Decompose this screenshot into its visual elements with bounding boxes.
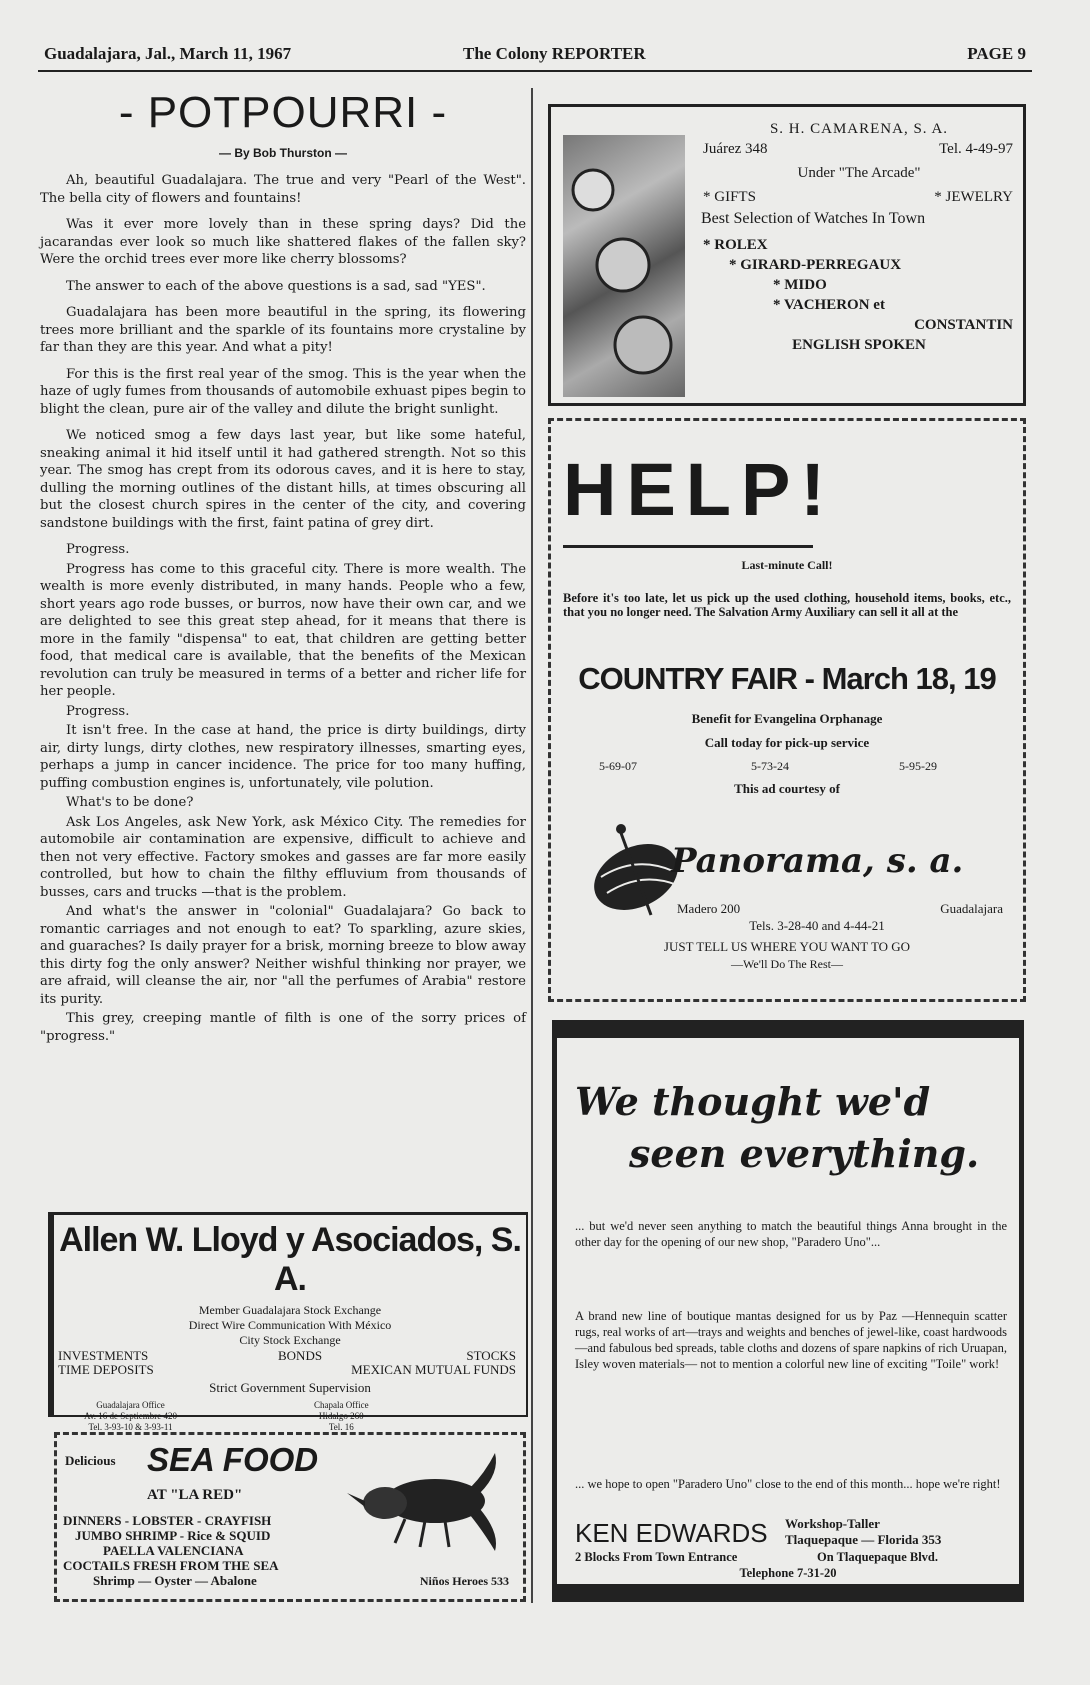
panorama-rest: —We'll Do The Rest— [731,957,843,971]
column-rule [531,88,533,1603]
ken-blocks: 2 Blocks From Town Entrance [575,1550,738,1564]
ken-name: KEN EDWARDS [575,1518,768,1548]
camarena-arcade: Under "The Arcade" [797,165,921,181]
ken-boulevard: On Tlaquepaque Blvd. [817,1550,939,1564]
article-paragraph: Progress has come to this graceful city. There is more wealth. The wealth is more evenly distributed, in many hands. People who a few, short years ago rode busses, or burros, now have their own car, and we are delighted to see this great step ahead, for it means that there is more in the family "dispensa" to eat, that children are getting better food, that medical care is available, that the benefits of the Mexican revolution can truly be measured in terms of a better and richer life for her people. [40,561,526,699]
lloyd-line3: City Stock Exchange [239,1333,341,1347]
ken-headline [575,1076,979,1180]
camarena-gifts: * GIFTS [703,189,756,205]
ken-headline-line2: seen everything. [629,1131,980,1176]
article-byline: — By Bob Thurston — [219,146,347,160]
watch-image [563,135,685,397]
help-call: Call today for pick-up service [704,735,870,750]
camarena-brand-rolex: * ROLEX [703,237,768,253]
lloyd-name: Allen W. Lloyd y Asociados, S. A. [59,1221,521,1298]
lloyd-mutual-funds: MEXICAN MUTUAL FUNDS [351,1362,516,1377]
ad-ken-edwards [552,1020,1024,1602]
panorama-logo: Panorama, s. a. [671,841,964,881]
article-paragraph: It isn't free. In the case at hand, the price is dirty buildings, dirty air, dirty lungs, dirty clothes, new respiratory illnesses, smarting eyes, perhaps a jump in cancer incidence. The price for too many huffing, puffing combustion engines is, unfortunately, vile polution. [40,723,526,791]
ken-phone: Telephone 7-31-20 [739,1566,837,1580]
ad-allen-lloyd [48,1212,528,1432]
header-date: Guadalajara, Jal., March 11, 1967 [44,44,292,63]
lloyd-time-deposits: TIME DEPOSITS [58,1362,154,1377]
menu-line: PAELLA VALENCIANA [103,1543,244,1558]
office-line: Av. 16 de Septiembre 420 [84,1411,177,1421]
article-paragraph: Ah, beautiful Guadalajara. The true and very "Pearl of the West". The bella city of flowers and fountains! [40,173,526,206]
seafood-at-la-red: AT "LA RED" [147,1487,243,1503]
article-paragraph: Ask Los Angeles, ask New York, ask México City. The remedies for automobile air contamination are expensive, difficult to achieve and then not very effective. Factory smokes and gasses are far more easily controlled, but how to chain the filthy effluvium from thousands of busses, cars and trucks —that is the problem. [40,814,526,900]
office-line: Tel. 3-93-10 & 3-93-11 [88,1422,173,1432]
camarena-brand-girard: * GIRARD-PERREGAUX [729,257,902,273]
camarena-brand-vacheron: * VACHERON et [773,297,885,313]
camarena-name: S. H. CAMARENA, S. A. [769,121,949,137]
help-underline [563,545,813,548]
camarena-jewelry: * JEWELRY [934,189,1013,205]
help-title: HELP! [563,448,835,531]
menu-line: Shrimp — Oyster — Abalone [93,1573,257,1588]
office-line: Tel. 16 [328,1422,354,1432]
lobster-icon [345,1443,505,1558]
seafood-address: Niños Heroes 533 [419,1574,509,1588]
help-body: Before it's too late, let us pick up the used clothing, household items, books, etc., that you no longer need. The Salvation Army Auxiliary can sell it all at the [563,591,1011,619]
ad-help [548,418,1026,1002]
ken-paragraph-2: A brand new line of boutique mantas designed for us by Paz —Hennequin scatter rugs, real works of art—trays and weights and benches of jewel-like, coast hardwoods —and fabulous bed spreads, table cloths and dozens of spare napkins of rich Uruapan, Isley woven materials— not to mention a colorful new line of exciting "Toile" work! [575,1309,1007,1371]
panorama-address: Madero 200 [677,901,741,916]
lloyd-line1: Member Guadalajara Stock Exchange [198,1303,382,1317]
help-courtesy: This ad courtesy of [734,781,840,796]
article-paragraph: This grey, creeping mantle of filth is one of the sorry prices of "progress." [40,1011,526,1044]
help-phone-3: 5-95-29 [899,759,937,773]
office-line: Chapala Office [314,1400,369,1410]
lloyd-services [54,1348,526,1378]
page-header [38,40,1032,72]
office-line: Hidalgo 260 [318,1411,364,1421]
ken-workshop: Workshop-Taller [785,1516,880,1531]
lloyd-line2: Direct Wire Communication With México [188,1318,392,1332]
camarena-english: ENGLISH SPOKEN [792,337,926,353]
seafood-delicious: Delicious [65,1453,116,1468]
watch-icon [563,135,685,397]
camarena-street: Juárez 348 [703,141,768,157]
camarena-tel: Tel. 4-49-97 [939,141,1013,157]
article-paragraph: For this is the first real year of the smog. This is the year when the haze of ugly fumes from thousands of automobile exhuast pipes begin to blight the clean, pure air of the valley and dilute the bright sunlight. [40,366,526,417]
article-paragraph: Was it ever more lovely than in these spring days? Did the jacarandas ever look so much like shattered flakes of the fallen sky? Were the orchid trees ever more like cherry blossoms? [40,217,526,267]
help-phone-1: 5-69-07 [599,759,637,773]
article-paragraph: The answer to each of the above questions is a sad, sad "YES". [66,278,486,294]
seafood-menu [63,1513,279,1588]
help-country-fair: COUNTRY FAIR - March 18, 19 [578,661,996,696]
lloyd-guadalajara-office [84,1400,177,1433]
panorama-city: Guadalajara [940,901,1003,916]
article-paragraph: What's to be done? [66,795,194,810]
ken-paragraph-3: ... we hope to open "Paradero Uno" close to the end of this month... hope we're right! [575,1477,1001,1491]
ad-seafood [54,1432,526,1602]
seafood-title: SEA FOOD [147,1441,319,1478]
lloyd-stocks: STOCKS [466,1348,516,1363]
ad-camarena [548,104,1026,406]
camarena-brand-constantin: CONSTANTIN [914,317,1013,333]
ken-paragraph-1: ... but we'd never seen anything to match the beautiful things Anna brought in the other day for the opening of our new shop, "Paradero Uno"... [575,1219,1007,1249]
lloyd-investments: INVESTMENTS [58,1348,149,1363]
menu-line: DINNERS - LOBSTER - CRAYFISH [63,1513,272,1528]
article-paragraph: Progress. [66,703,130,719]
lloyd-supervision: Strict Government Supervision [209,1380,371,1395]
article-paragraph: Guadalajara has been more beautiful in the spring, its flowering trees more brilliant and the sparkle of its fountains more crystaline by far than they are this year. And what a pity! [40,305,526,355]
help-last-minute: Last-minute Call! [741,558,833,572]
lloyd-chapala-office [314,1400,369,1433]
article-title: - POTPOURRI - [118,88,448,137]
camarena-brand-mido: * MIDO [773,277,827,293]
lloyd-bonds: BONDS [278,1348,323,1363]
header-page-number: PAGE 9 [967,44,1026,63]
panorama-tagline: JUST TELL US WHERE YOU WANT TO GO [663,939,911,954]
camarena-best: Best Selection of Watches In Town [701,210,926,227]
panorama-tels: Tels. 3-28-40 and 4-44-21 [749,918,885,933]
article-paragraph: And what's the answer in "colonial" Guadalajara? Go back to romantic carriages and not enough to eat? To sparkling, azure skies, and guaraches? Is daily prayer for a brisk, morning breeze to blow away this dirty fog the only answer? Neither wishful thinking nor prayer, we are afraid, will cleanse the air, nor "all the perfumes of Arabia" restore its purity. [40,904,526,1007]
help-benefit: Benefit for Evangelina Orphanage [691,711,883,726]
article-paragraph: Progress. [66,542,130,557]
ken-headline-line1: We thought we'd [575,1079,931,1124]
header-paper-name: The Colony REPORTER [463,44,646,63]
article-potpourri [40,88,526,1047]
office-line: Guadalajara Office [96,1400,165,1410]
article-paragraph: We noticed smog a few days last year, but like some hateful, sneaking animal it hid itself until it had gathered strength. Not so this year. The smog has crept from its odorous caves, and it is here to stay, dulling the morning outlines of the distant hills, at times obscuring all but the closest church spires in the center of the city, and covering sandstone buildings with the first, faint patina of grey dirt. [40,428,526,531]
help-phone-2: 5-73-24 [751,759,789,773]
ken-tlaquepaque: Tlaquepaque — Florida 353 [785,1532,942,1547]
menu-line: JUMBO SHRIMP - Rice & SQUID [75,1528,271,1543]
menu-line: COCTAILS FRESH FROM THE SEA [63,1558,279,1573]
